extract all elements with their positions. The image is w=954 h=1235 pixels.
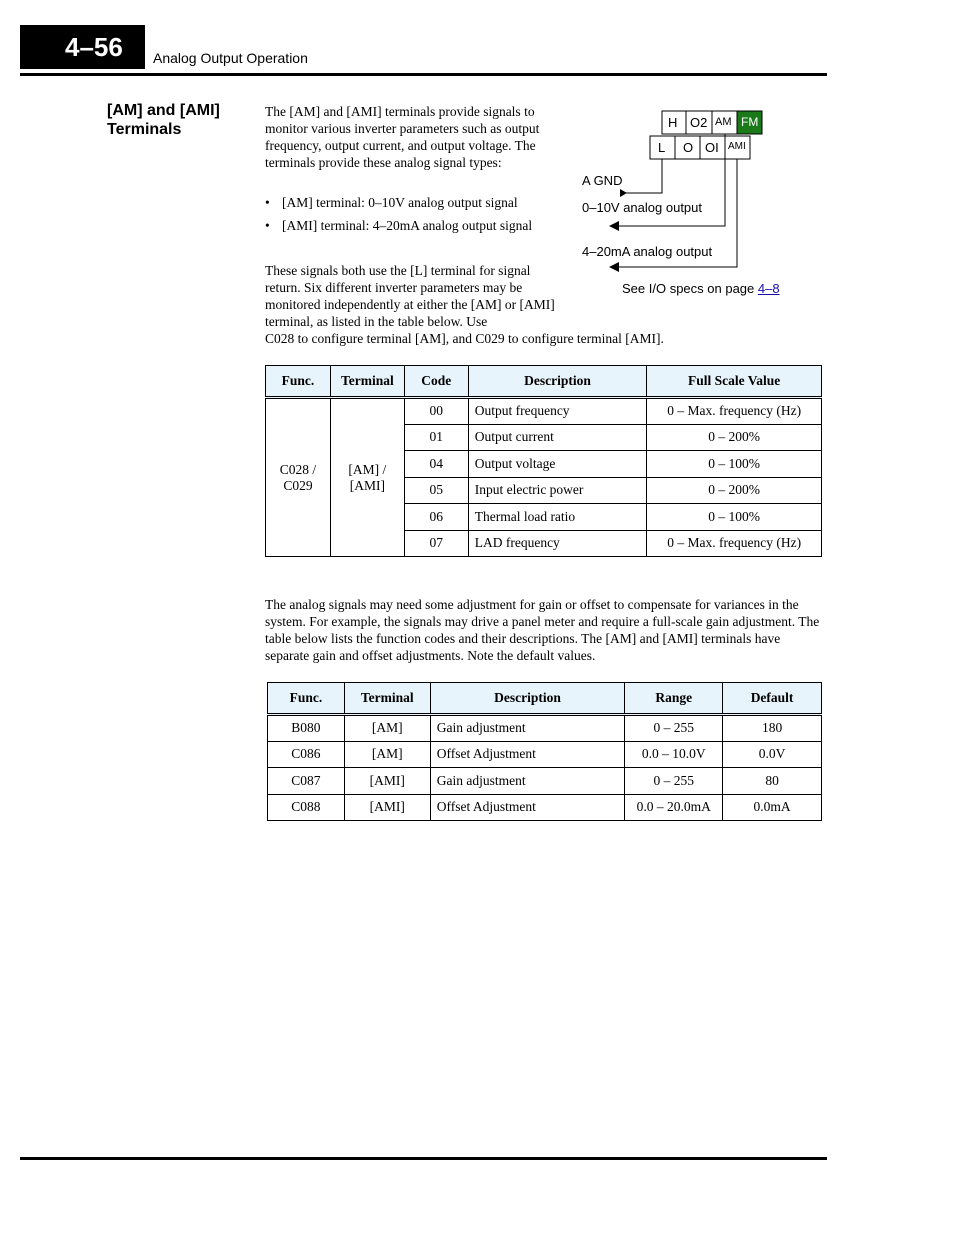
code-cell: 00 [404, 398, 468, 425]
list-item: • [AM] terminal: 0–10V analog output signal [265, 195, 518, 210]
terminal-diagram [575, 105, 815, 305]
column-header: Func. [266, 366, 331, 398]
terminal-h: H [668, 115, 678, 130]
description-cell: Gain adjustment [430, 768, 625, 795]
bottom-rule [20, 1157, 827, 1160]
range-cell: 0 – 255 [625, 768, 723, 795]
value-cell: 0 – Max. frequency (Hz) [647, 530, 822, 557]
default-cell: 0.0V [723, 741, 822, 768]
description-cell: Thermal load ratio [468, 504, 647, 531]
code-cell: 06 [404, 504, 468, 531]
description-cell: Gain adjustment [430, 715, 625, 742]
intro-paragraph: The [AM] and [AMI] terminals provide signals to monitor various inverter parameters such as output frequency, output current, and output voltage. The terminals provide these analog signal types: [265, 104, 540, 170]
column-header: Code [404, 366, 468, 398]
page-number: 4–56 [20, 25, 145, 69]
terminal-cell: [AM] / [AMI] [330, 398, 404, 557]
func-cell: C028 / C029 [266, 398, 331, 557]
table-row [266, 398, 822, 425]
side-tab-label: Operations and Monitoring [39, 570, 71, 656]
terminal-ami: AMI [728, 141, 746, 152]
column-header: Terminal [330, 366, 404, 398]
list-item: • [AMI] terminal: 4–20mA analog output signal [265, 218, 533, 233]
terminal-oi: OI [705, 140, 719, 155]
code-cell: 01 [404, 424, 468, 451]
column-header: Default [723, 683, 822, 715]
default-cell: 80 [723, 768, 822, 795]
signal-type-list [265, 194, 550, 240]
description-cell: Output voltage [468, 451, 647, 478]
terminal-cell: [AMI] [344, 768, 430, 795]
terminal-cell: [AM] [344, 715, 430, 742]
terminal-fm: FM [741, 115, 759, 129]
description-cell: Offset Adjustment [430, 741, 625, 768]
terminal-o2: O2 [690, 115, 708, 130]
current-output-label: 4–20mA analog output [582, 244, 713, 259]
func-cell: C088 [268, 794, 345, 821]
description-cell: LAD frequency [468, 530, 647, 557]
terminal-am: AM [715, 116, 732, 128]
table-header-row [268, 683, 822, 715]
gain-offset-table [267, 682, 822, 821]
func-cell: B080 [268, 715, 345, 742]
code-cell: 07 [404, 530, 468, 557]
terminal-cell: [AMI] [344, 794, 430, 821]
description-cell: Offset Adjustment [430, 794, 625, 821]
specs-page-link[interactable]: 4–8 [757, 281, 780, 296]
range-cell: 0.0 – 20.0mA [625, 794, 723, 821]
side-tab [20, 540, 91, 686]
range-cell: 0 – 255 [625, 715, 723, 742]
default-cell: 0.0mA [723, 794, 822, 821]
table-row [268, 715, 822, 742]
description-cell: Output current [468, 424, 647, 451]
agnd-label: A GND [582, 173, 623, 188]
table-header-row [266, 366, 822, 398]
description-cell: Input electric power [468, 477, 647, 504]
table-row [268, 741, 822, 768]
column-header: Description [430, 683, 625, 715]
value-cell: 0 – 100% [647, 451, 822, 478]
column-header: Range [625, 683, 723, 715]
voltage-output-label: 0–10V analog output [582, 200, 702, 215]
column-header: Full Scale Value [647, 366, 822, 398]
analog-output-function-table [265, 365, 822, 557]
func-cell: C087 [268, 768, 345, 795]
func-cell: C086 [268, 741, 345, 768]
terminal-cell: [AM] [344, 741, 430, 768]
signal-return-paragraph: These signals both use the [L] terminal for signal return. Six different inverter parameters may be monitored independently at either the [AM] or [AMI] terminal, as listed in the table below. Use [265, 263, 555, 329]
code-cell: 04 [404, 451, 468, 478]
configure-paragraph: C028 to configure terminal [AM], and C029 to configure terminal [AMI]. [265, 331, 664, 346]
value-cell: 0 – 100% [647, 504, 822, 531]
value-cell: 0 – 200% [647, 424, 822, 451]
code-cell: 05 [404, 477, 468, 504]
description-cell: Output frequency [468, 398, 647, 425]
value-cell: 0 – Max. frequency (Hz) [647, 398, 822, 425]
column-header: Description [468, 366, 647, 398]
column-header: Terminal [344, 683, 430, 715]
table-row [268, 768, 822, 795]
default-cell: 180 [723, 715, 822, 742]
see-specs-note: See I/O specs on page 4–8 [622, 281, 780, 296]
terminal-l: L [658, 140, 666, 155]
top-rule [20, 73, 827, 76]
adjustment-paragraph: The analog signals may need some adjustment for gain or offset to compensate for variances in the system. For example, the signals may drive a panel meter and require a full-scale gain adjustment. The table below lists the function codes and their descriptions. The [AM] and [AMI] terminals have separate gain and offset adjustments. Note the default values. [265, 597, 820, 663]
terminal-o: O [683, 140, 694, 155]
column-header: Func. [268, 683, 345, 715]
range-cell: 0.0 – 10.0V [625, 741, 723, 768]
section-heading: [AM] and [AMI] Terminals [107, 102, 220, 138]
table-row [268, 794, 822, 821]
value-cell: 0 – 200% [647, 477, 822, 504]
header-title: Analog Output Operation [153, 50, 308, 66]
